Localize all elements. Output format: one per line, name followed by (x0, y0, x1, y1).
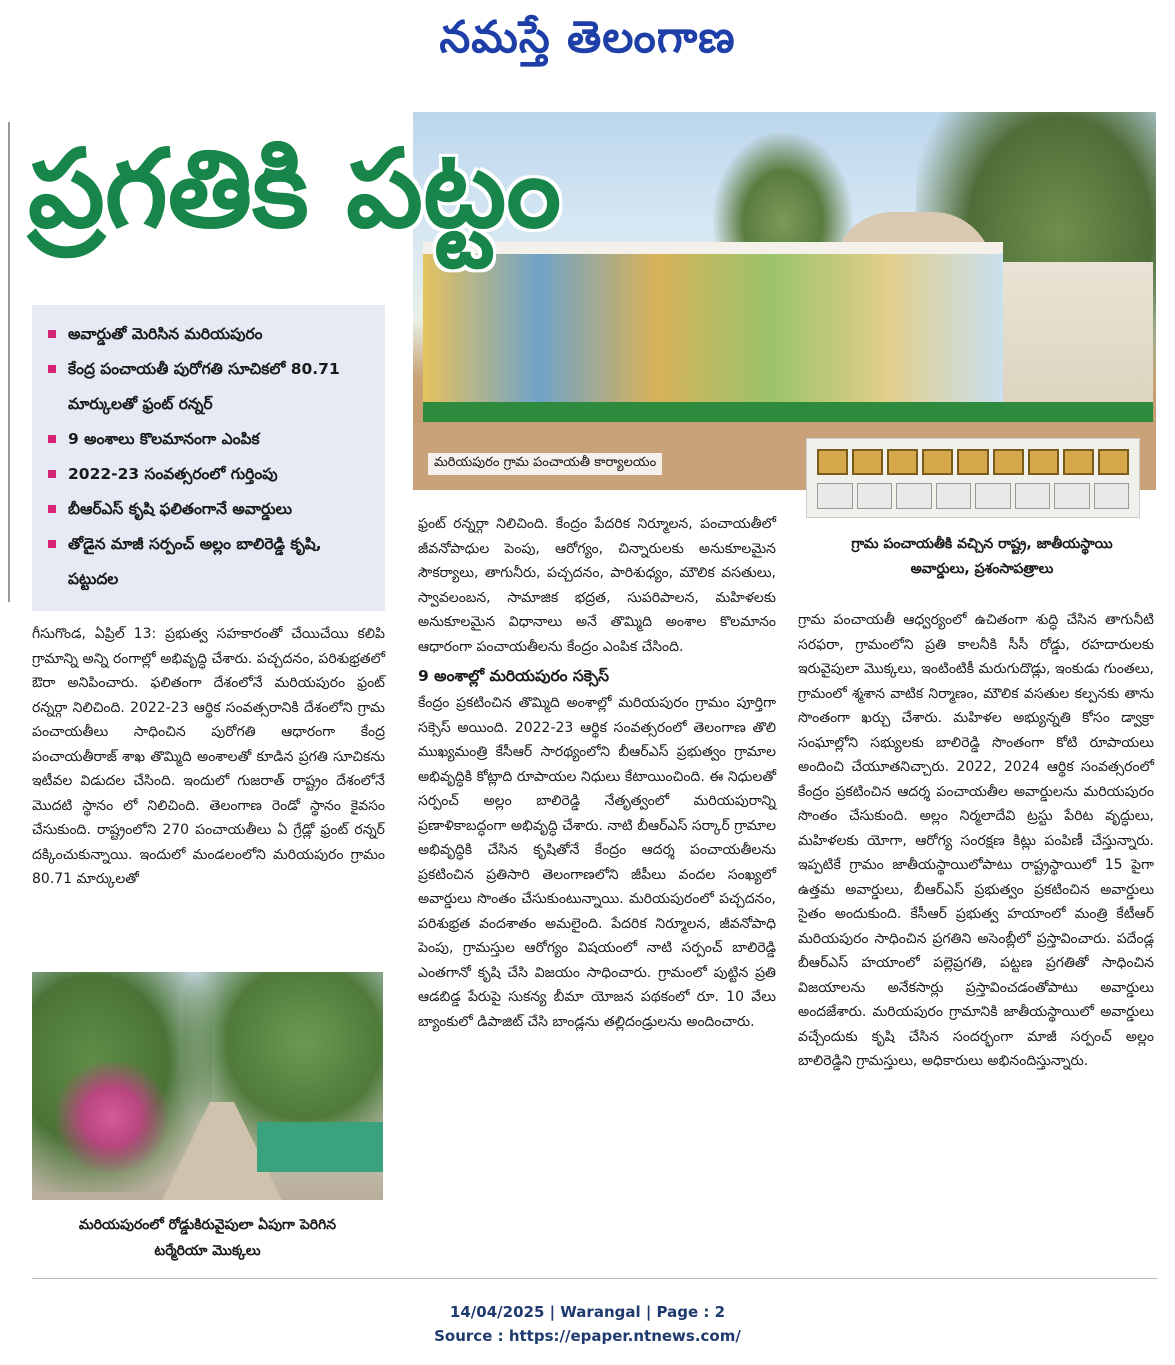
edition-info: 14/04/2025 | Warangal | Page : 2 (449, 1303, 726, 1321)
highlight-item: తోడైన మాజీ సర్పంచ్ అల్లం బాలిరెడ్డి కృషి, పట్టుదల (44, 527, 377, 597)
street-caption-line2: టర్మేరియా మొక్కలు (154, 1243, 261, 1259)
highlight-item: 9 అంశాలు కొలమానంగా ఎంపిక (44, 422, 377, 457)
article-subheading: 9 అంశాల్లో మరియపురం సక్సెస్ (418, 667, 610, 685)
awards-caption-line1: గ్రామ పంచాయతీకి వచ్చిన రాష్ట్ర, జాతీయస్థాయి (851, 536, 1113, 552)
awards-caption (806, 532, 1158, 582)
article-column-1 (32, 622, 385, 892)
awards-photo (806, 438, 1140, 518)
highlight-item: కేంద్ర పంచాయతీ పురోగతి సూచికలో 80.71 మార్కులతో ఫ్రంట్ రన్నర్ (44, 352, 377, 422)
source-link[interactable]: Source : https://epaper.ntnews.com/ (434, 1327, 741, 1345)
headline: ప్రగతికి పట్టం (28, 127, 562, 252)
awards-caption-line2: అవార్డులు, ప్రశంసాపత్రాలు (910, 561, 1054, 577)
footer (0, 1300, 1175, 1348)
highlight-item: 2022-23 సంవత్సరంలో గుర్తింపు (44, 457, 377, 492)
street-caption (32, 1212, 383, 1264)
article-paragraph: గ్రామ పంచాయతీ ఆధ్వర్యంలో ఉచితంగా శుద్ధి చేసిన తాగునీటి సరఫరా, గ్రామంలోని ప్రతి కాలనీకి సీసీ రోడ్డు, రహదారులకు ఇరువైపులా మొక్కలు, ఇంటింటికీ మరుగుదొడ్లు, ఇంకుడు గుంతలు, గ్రామంలో శ్మశాన వాటిక నిర్మాణం, మౌలిక వసతుల కల్పనకు తాను సొంతంగా ఖర్చు చేశారు. మహిళల అభ్యున్నతి కోసం డ్వాక్రా సంఘాల్లోని సభ్యులకు బాలిరెడ్డి సొంతంగా కోటి రూపాయలు అందించి చేయూతనిచ్చారు. 2022, 2024 ఆర్థిక సంవత్సరంలో కేంద్రం ప్రకటించిన ఆదర్శ పంచాయతీల అవార్డులను మరియపురం సొంతం చేసుకుంది. అల్లం నిర్మలాదేవి ట్రస్టు పేరిట వృద్ధులు, మహిళలకు యోగా, ఆరోగ్య సంరక్షణ కిట్లు పంపిణీ చేస్తున్నారు. ఇప్పటికే గ్రామం జాతీయస్థాయిలోపాటు రాష్ట్రస్థాయిలో 15 పైగా ఉత్తమ అవార్డులు, బీఆర్ఎస్ ప్రభుత్వం ప్రకటించిన అవార్డులు సైతం అందుకుంది. కేసీఆర్ ప్రభుత్వ హయాంలో మంత్రి కేటీఆర్ మరియపురం సాధించిన ప్రగతిని అసెంబ్లీలో ప్రస్తావించారు. పదేండ్ల బీఆర్ఎస్ హయాంలో పల్లెప్రగతి, పట్టణ ప్రగతితో సాధించిన విజయాలను అనేకసార్లు ప్రస్తావించడంతోపాటు అవార్డులు అందజేశారు. మరియపురం గ్రామానికి జాతీయస్థాయిలో అవార్డులు వచ్చేందుకు కృషి చేసిన సందర్భంగా మాజీ సర్పంచ్ అల్లం బాలిరెడ్డిని గ్రామస్తులు, అధికారులు అభినందిస్తున్నారు. (798, 612, 1154, 1069)
newspaper-title: నమస్తే తెలంగాణ (439, 12, 736, 63)
article-paragraph: గీసుగొండ, ఏప్రిల్ 13: ప్రభుత్వ సహకారంతో చేయిచేయి కలిపి గ్రామాన్ని అన్ని రంగాల్లో అభివృద్ధి చేశారు. పచ్చదనం, పరిశుభ్రతలో ఔరా అనిపించారు. ఫలితంగా దేశంలోనే మరియపురం ఫ్రంట్ రన్నర్గా నిలిచింది. 2022-23 ఆర్థిక సంవత్సరానికి దేశంలోని గ్రామ పంచాయతీలు సాధించిన పురోగతి ఆధారంగా కేంద్ర పంచాయతీరాజ్ శాఖ తొమ్మిది అంశాలతో కూడిన ప్రగతి సూచికను ఇటీవల విడుదల చేసింది. ఇందులో గుజరాత్ రాష్ట్రం దేశంలోనే మొదటి స్థానం లో నిలిచింది. తెలంగాణ రెండో స్థానం కైవసం చేసుకుంది. రాష్ట్రంలోని 270 పంచాయతీలు ఏ గ్రేడ్లో ఫ్రంట్ రన్నర్ దక్కించుకున్నాయి. ఇందులో మండలంలోని మరియపురం గ్రామం 80.71 మార్కులతో (32, 626, 385, 887)
highlights-box (32, 305, 385, 611)
article-column-2 (418, 512, 776, 1034)
street-trees-photo (32, 972, 383, 1200)
highlight-item: బీఆర్ఎస్ కృషి ఫలితంగానే అవార్డులు (44, 492, 377, 527)
article-paragraph: ఫ్రంట్ రన్నర్గా నిలిచింది. కేంద్రం పేదరిక నిర్మూలన, పంచాయతీలో జీవనోపాధుల పెంపు, ఆరోగ్యం, చిన్నారులకు అనుకూలమైన సౌకర్యాలు, తాగునీరు, పచ్చదనం, పారిశుధ్యం, మౌలిక వసతులు, స్వావలంబన, సామాజిక భద్రత, సుపరిపాలన, మహిళలకు అనుకూలమైన విధానాలు అనే తొమ్మిది అంశాల కొలమానం ఆధారంగా పంచాయతీలను కేంద్రం ఎంపిక చేసింది. (418, 516, 776, 655)
article-paragraph: కేంద్రం ప్రకటించిన తొమ్మిది అంశాల్లో మరియపురం గ్రామం పూర్తిగా సక్సెస్ అయింది. 2022-23 ఆర్థిక సంవత్సరంలో తెలంగాణ తొలి ముఖ్యమంత్రి కేసీఆర్ సారథ్యంలోని బీఆర్ఎస్ ప్రభుత్వం గ్రామాల అభివృద్ధికి కోట్లాది రూపాయల నిధులు కేటాయించింది. ఈ నిధులతో సర్పంచ్ అల్లం బాలిరెడ్డి నేతృత్వంలో మరియపురాన్ని ప్రణాళికాబద్ధంగా అభివృద్ధి చేశారు. నాటి బీఆర్ఎస్ సర్కార్ గ్రామాల అభివృద్ధికి చేసిన కృషితోనే కేంద్రం ఆదర్శ పంచాయతీలను ప్రకటించిన ప్రతిసారి తెలంగాణలోని జీపీలు వందల సంఖ్యలో అవార్డులు సొంతం చేసుకుంటున్నాయి. మరియపురంలో పచ్చదనం, పరిశుభ్రత వందశాతం అమలైంది. పేదరిక నిర్మూలన, జీవనోపాధి పెంపు, గ్రామస్తుల ఆరోగ్యం విషయంలో నాటి సర్పంచ్ బాలిరెడ్డి ఎంతగానో కృషి చేసి విజయం సాధించారు. గ్రామంలో పుట్టిన ప్రతి ఆడబిడ్డ పేరుపై సుకన్య బీమా యోజన పథకంలో రూ. 10 వేలు బ్యాంకులో డిపాజిట్ చేసి బాండ్లను తల్లిదండ్రులను అందించారు. (418, 695, 776, 1030)
article-column-3 (798, 608, 1154, 1074)
street-caption-line1: మరియపురంలో రోడ్డుకిరువైపులా ఏపుగా పెరిగిన (78, 1217, 337, 1233)
column-divider (8, 122, 10, 602)
footer-divider (32, 1278, 1158, 1279)
highlight-item: అవార్డుతో మెరిసిన మరియపురం (44, 317, 377, 352)
panchayat-office-caption: మరియపురం గ్రామ పంచాయతీ కార్యాలయం (428, 453, 662, 475)
masthead (0, 0, 1175, 80)
